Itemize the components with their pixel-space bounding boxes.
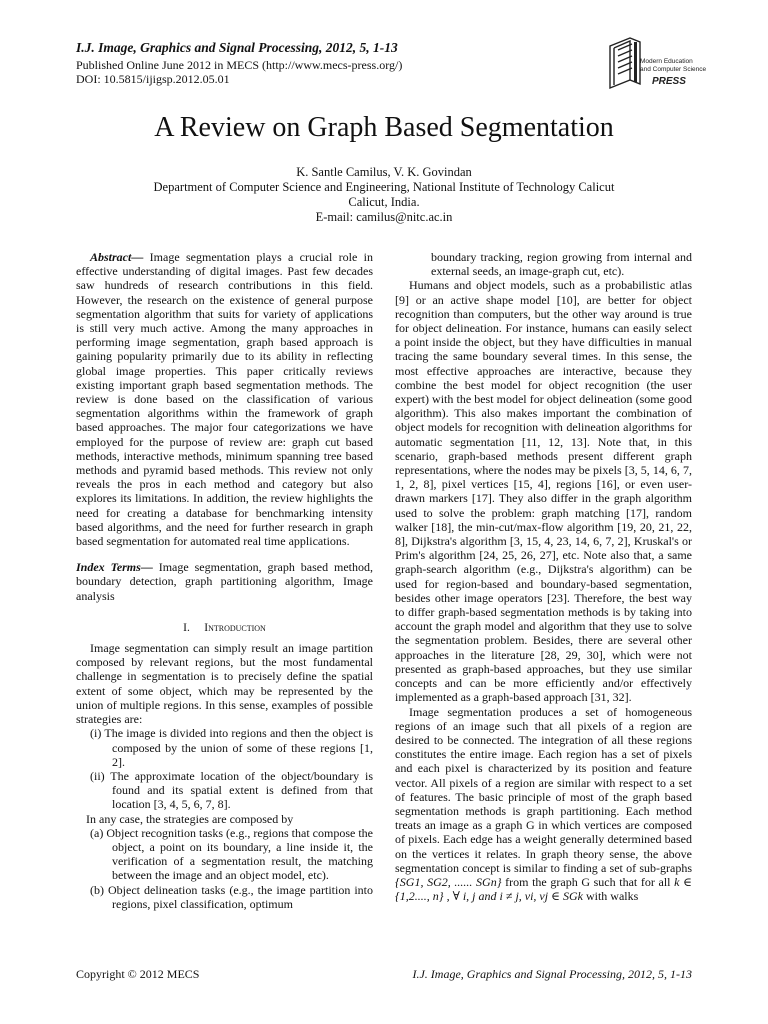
math-forall: , ∀ i, j and i ≠ j, vi, vj ∈ SGk <box>443 889 583 904</box>
list-item-b-continued: boundary tracking, region growing from internal and external seeds, an image-graph cut, etc). <box>431 250 692 279</box>
index-terms <box>76 560 373 603</box>
intro-paragraph-3: Image segmentation produces a set of homogeneous regions of an image such that all pixels of a region are desired to be connected. The integration of all these regions constitutes the entire image. Each region has a set of pixels and each pixel is characterized by its position and feature vector. All pixels of a region are similar with respect to a set of features. The basic principle of most of the graph based segmentation methods is graph partitioning. Each method treats an image as a graph G in which vertices are composed of pixels. Each edge has a weight generally determined based on the vertices it relates. In graph theory sense, the above segmentation concept is similar to finding a set of sub-graphs {SG1, SG2, ...... SGn} from the graph G such that for all k ∈ {1,2...., n} , ∀ i, j and i ≠ j, vi, vj ∈ SGk with walks <box>395 704 692 904</box>
index-terms-label: Index Terms— <box>76 560 153 575</box>
journal-title: I.J. Image, Graphics and Signal Processing, 2012, 5, 1-13 <box>76 40 398 55</box>
intro-paragraph-1: Image segmentation can simply result an image partition composed by relevant regions, but the most fundamental challenge in segmentation is to precisely define the spatial extent of some object, which may be represented by the union of multiple regions. In this sense, examples of possible strategies are: <box>76 641 373 727</box>
right-column <box>395 250 692 903</box>
author-affiliation: Department of Computer Science and Engineering, National Institute of Technology Calicut <box>153 180 615 194</box>
paper-title: A Review on Graph Based Segmentation <box>154 112 614 143</box>
section-heading: I. Introduction <box>183 621 266 634</box>
list-item-b: (b) Object delineation tasks (e.g., the image partition into regions, pixel classification, optimum <box>90 882 373 911</box>
logo-text: Modern Education and Computer Science <box>640 58 707 73</box>
published-line: Published Online June 2012 in MECS (http://www.mecs-press.org/) <box>76 58 403 72</box>
author-names: K. Santle Camilus, V. K. Govindan <box>296 165 472 179</box>
intro-paragraph-2: Humans and object models, such as a probabilistic atlas [9] or an active shape model [10], are better for object recognition than computers, but the other way around is true for object delineation. For instance, humans can easily select a point inside the object, but they have difficulties in manual tracing the same boundary several times. In this sense, the most effective approaches are interactive, because they combine the best model for object recognition (the user expert) with the best model for object delineation (some good algorithm). This also makes important the combination of object models for recognition with delineation algorithms for automatic segmentation [11, 12, 13]. Note that, in this scenario, graph-based methods present different graph representations, where the nodes may be pixels [3, 5, 14, 6, 7, 1, 2, 8], pixel vertices [15, 4], regions [16], or even user-drawn markers [17]. They also differ in the graph algorithm used to solve the problem: graph matching [17], random walker [18], the min-cut/max-flow algorithm [19, 20, 21, 22, 8], Dijkstra's algorithm [3, 15, 4, 23, 14, 6, 7, 2], Kruskal's or Prim's algorithm [24, 25, 26, 27], etc. Note also that, a same graph-search algorithm (e.g., Dijkstra's algorithm) can be used for region-based and boundary-based segmentation, besides other image operators [23]. Therefore, the best way to differ graph-based segmentation methods is by taking into account the graph model and algorithm that they use to solve the segmentation problem. Besides, there are several other approaches in the literature [28, 29, 30], which were not presented as graph-based approaches, but they use similar concepts and can be more efficiently and/or effectively implemented as a graph-based approach [31, 32]. <box>395 278 692 705</box>
list-item-i: (i) The image is divided into regions and then the object is composed by the union of some of these regions [1, 2]. <box>90 726 373 769</box>
index-terms-text: Image segmentation, graph based method, boundary detection, graph partitioning algorithm, Image analysis <box>76 560 373 603</box>
footer-journal: I.J. Image, Graphics and Signal Processing, 2012, 5, 1-13 <box>412 967 692 981</box>
author-block <box>0 165 768 225</box>
left-column <box>76 250 373 911</box>
logo-press-text: PRESS <box>652 76 686 87</box>
strategies-intro: In any case, the strategies are composed by <box>86 811 294 826</box>
list-item-ii: (ii) The approximate location of the object/boundary is found and its spatial extent is defined from that location [3, 4, 5, 6, 7, 8]. <box>90 768 373 812</box>
author-location: Calicut, India. <box>348 195 420 209</box>
doi-line: DOI: 10.5815/ijigsp.2012.05.01 <box>76 72 230 86</box>
publication-info <box>76 58 402 86</box>
list-item-a: (a) Object recognition tasks (e.g., regions that compose the object, a point on its boundary, a line inside it, the verification of a segmentation result, the matching between the image and an object model, etc). <box>90 825 373 883</box>
abstract <box>76 250 373 548</box>
subgraph-set: {SG1, SG2, ...... SGn} <box>395 874 502 889</box>
math-k: k ∈ {1,2...., n} <box>395 874 692 904</box>
abstract-label: Abstract— <box>90 250 144 264</box>
footer-copyright: Copyright © 2012 MECS <box>76 967 200 981</box>
abstract-text: Image segmentation plays a crucial role in effective understanding of digital images. Past few decades saw hundreds of research contributions in this field. However, the research on the existence of general purpose segmentation algorithm that suits for variety of applications is still very much active. Among the many approaches in performing image segmentation, graph based approach is gaining popularity primarily due to its ability in reflecting global image properties. This paper critically reviews existing important graph based segmentation methods. The review is done based on the classification of various segmentation algorithms within the framework of graph based approaches. The major four categorizations we have employed for the purpose of review are: graph cut based methods, interactive methods, minimum spanning tree based methods and pyramid based methods. This review not only reveals the pros in each method and category but also explores its limitations. In addition, the review highlights the need for creating a database for benchmarking intensity based algorithms, and the need for further research in graph based segmentation for automated real time applications. <box>76 250 373 549</box>
author-email: E-mail: camilus@nitc.ac.in <box>315 210 453 224</box>
